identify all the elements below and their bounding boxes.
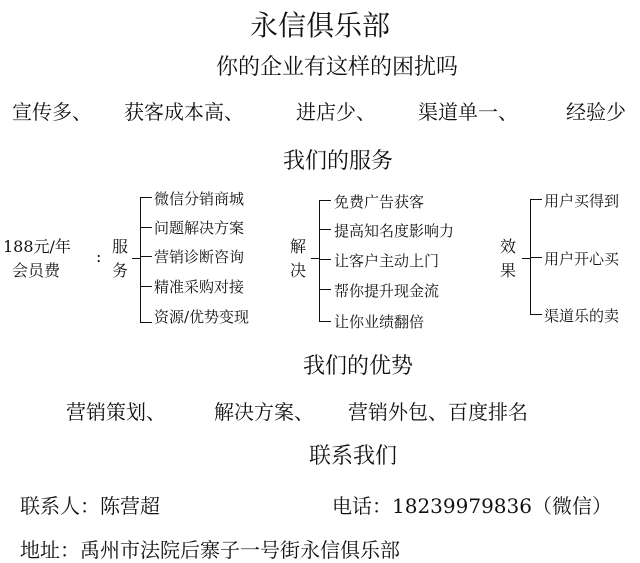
service-item: 资源/优势变现 (154, 308, 250, 326)
bracket-tick (140, 256, 152, 257)
solve-label-char: 决 (290, 261, 307, 280)
service-item: 营销诊断咨询 (154, 248, 245, 266)
bracket-join (132, 258, 140, 259)
bracket-line (140, 197, 141, 323)
bracket-tick (140, 197, 152, 198)
advantage-item: 解决方案、 (214, 400, 314, 424)
services-heading: 我们的服务 (283, 149, 394, 174)
effect-item: 用户开心买 (544, 250, 620, 268)
solution-item: 提高知名度影响力 (334, 222, 455, 240)
problem-item: 进店少、 (296, 100, 376, 124)
price-line: 188元/年 (3, 237, 71, 256)
problem-item: 渠道单一、 (418, 100, 518, 124)
effect-label-char: 果 (500, 261, 517, 280)
bracket-tick (319, 289, 331, 290)
contact-phone: 电话：18239979836（微信） (332, 494, 612, 518)
bracket-join (311, 258, 319, 259)
question-heading: 你的企业有这样的困扰吗 (216, 55, 459, 80)
bracket-tick (140, 227, 152, 228)
page-title: 永信俱乐部 (250, 9, 391, 42)
bracket-line (319, 200, 320, 322)
bracket-tick (319, 321, 331, 322)
bracket-tick (530, 257, 542, 258)
problem-item: 经验少 (566, 100, 626, 124)
effect-item: 渠道乐的卖 (544, 307, 620, 325)
advantage-item: 营销策划、 (66, 400, 166, 424)
bracket-tick (140, 286, 152, 287)
solution-item: 免费广告获客 (334, 193, 425, 211)
price-line: 会员费 (12, 261, 61, 280)
solve-label-char: 解 (290, 237, 307, 256)
bracket-tick (140, 322, 152, 323)
contact-address: 地址：禹州市法院后寨子一号街永信俱乐部 (20, 538, 400, 562)
bracket-tick (530, 314, 542, 315)
bracket-tick (319, 200, 331, 201)
service-label-char: 服 (112, 237, 129, 256)
solution-item: 帮你提升现金流 (334, 282, 440, 300)
solution-item: 让客户主动上门 (334, 252, 440, 270)
contact-person: 联系人：陈营超 (20, 494, 160, 518)
effect-label-char: 效 (500, 237, 517, 256)
service-item: 微信分销商城 (154, 190, 245, 208)
advantages-heading: 我们的优势 (303, 354, 414, 379)
advantage-item: 营销外包、百度排名 (348, 400, 528, 424)
service-label-char: 务 (112, 261, 129, 280)
contact-heading: 联系我们 (309, 444, 398, 469)
problem-item: 获客成本高、 (124, 100, 244, 124)
bracket-join (522, 258, 530, 259)
service-item: 精准采购对接 (154, 278, 245, 296)
solution-item: 让你业绩翻倍 (334, 313, 425, 331)
colon: : (96, 247, 102, 266)
bracket-tick (319, 259, 331, 260)
service-item: 问题解决方案 (154, 219, 245, 237)
bracket-tick (319, 229, 331, 230)
bracket-tick (530, 199, 542, 200)
problem-item: 宣传多、 (12, 100, 92, 124)
effect-item: 用户买得到 (544, 192, 620, 210)
